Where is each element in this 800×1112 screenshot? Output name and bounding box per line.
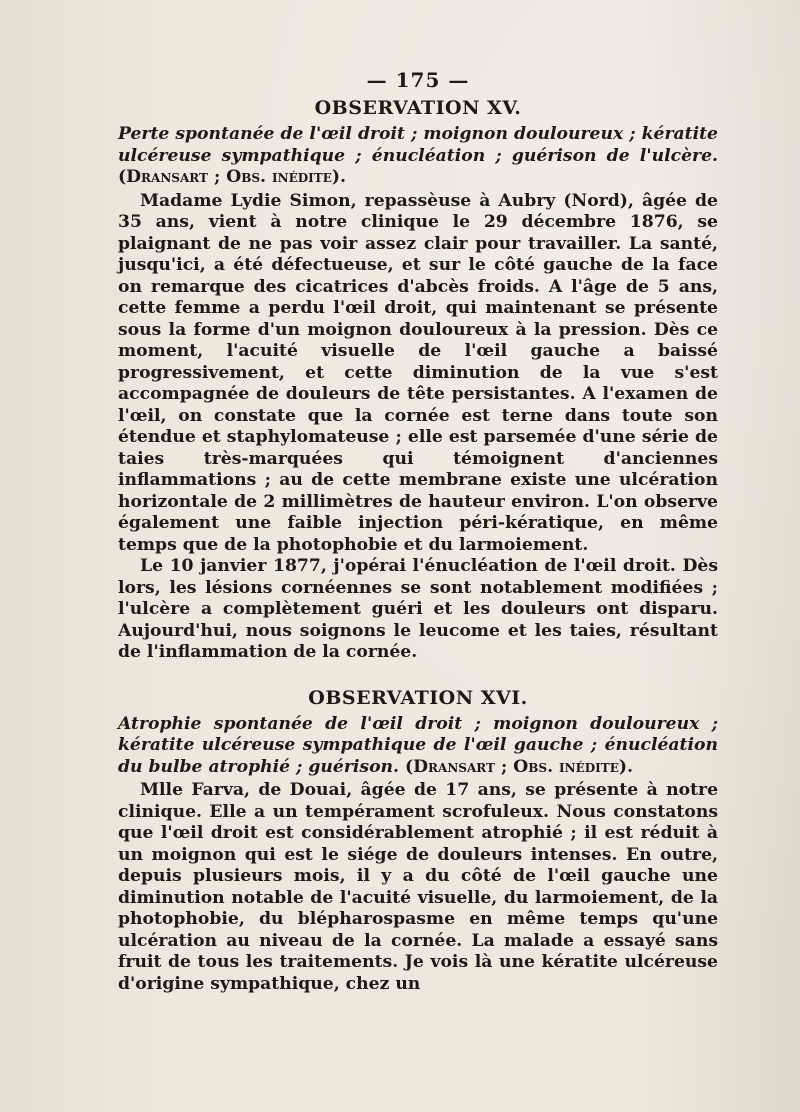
section-spacer — [118, 664, 718, 684]
observation-summary-text-xv: Perte spontanée de l'œil droit ; moignon douloureux ; kératite ulcéreuse sympathique ; énucléation ; guérison de l'ulcère. — [118, 124, 718, 166]
observation-heading-xv: OBSERVATION XV. — [314, 97, 522, 119]
observation-summary-xvi — [118, 714, 718, 779]
observation-summary-text-xvi: Atrophie spontanée de l'œil droit ; moignon douloureux ; kératite ulcéreuse sympathique de l'œil gauche ; énucléation du bulbe atrophié ; guérison. — [118, 713, 718, 777]
observation-source-xvi: (Dransart ; Obs. inédite). — [405, 756, 633, 777]
page-text-block — [118, 60, 718, 995]
observation-paragraph: Le 10 janvier 1877, j'opérai l'énucléation de l'œil droit. Dès lors, les lésions cornéennes se sont notablement modifiées ; l'ulcère a complètement guéri et les douleurs ont disparu. Aujourd'hui, nous soignons le leucome et les taies, résultant de l'inflammation de la cornée. — [118, 556, 718, 662]
observation-paragraph: Mlle Farva, de Douai, âgée de 17 ans, se présente à notre clinique. Elle a un tempérament scrofuleux. Nous constatons que l'œil droit est considérablement atrophié ; il est réduit à un moignon qui est le siége de douleurs intenses. En outre, depuis plusieurs mois, il y a du côté de l'œil gauche une diminution notable de l'acuité visuelle, du larmoiement, de la photophobie, du blépharospasme en même temps qu'une ulcération au niveau de la cornée. La malade a essayé sans fruit de tous les traitements. Je vois là une kératite ulcéreuse d'origine sympathique, chez un — [118, 780, 718, 994]
page-number: — 175 — — [366, 68, 470, 92]
observation-paragraph: Madame Lydie Simon, repassèuse à Aubry (Nord), âgée de 35 ans, vient à notre clinique le 29 décembre 1876, se plaignant de ne pas voir assez clair pour travailler. La santé, jusqu'ici, a été défectueuse, et sur le côté gauche de la face on remarque des cicatrices d'abcès froids. A l'âge de 5 ans, cette femme a perdu l'œil droit, qui maintenant se présente sous la forme d'un moignon douloureux à la pression. Dès ce moment, l'acuité visuelle de l'œil gauche a baissé progressivement, et cette diminution de la vue s'est accompagnée de douleurs de tête persistantes. A l'examen de l'œil, on constate que la cornée est terne dans toute son étendue et staphylomateuse ; elle est parsemée d'une série de taies très-marquées qui témoignent d'anciennes inflammations ; au de cette membrane existe une ulcération horizontale de 2 millimètres de hauteur environ. L'on observe également une faible injection péri-kératique, en même temps que de la photophobie et du larmoiement. — [118, 190, 718, 555]
observation-heading-xvi: OBSERVATION XVI. — [308, 686, 528, 709]
observation-source-xv: (Dransart ; Obs. inédite). — [118, 167, 346, 187]
observation-summary-xv — [118, 124, 718, 189]
